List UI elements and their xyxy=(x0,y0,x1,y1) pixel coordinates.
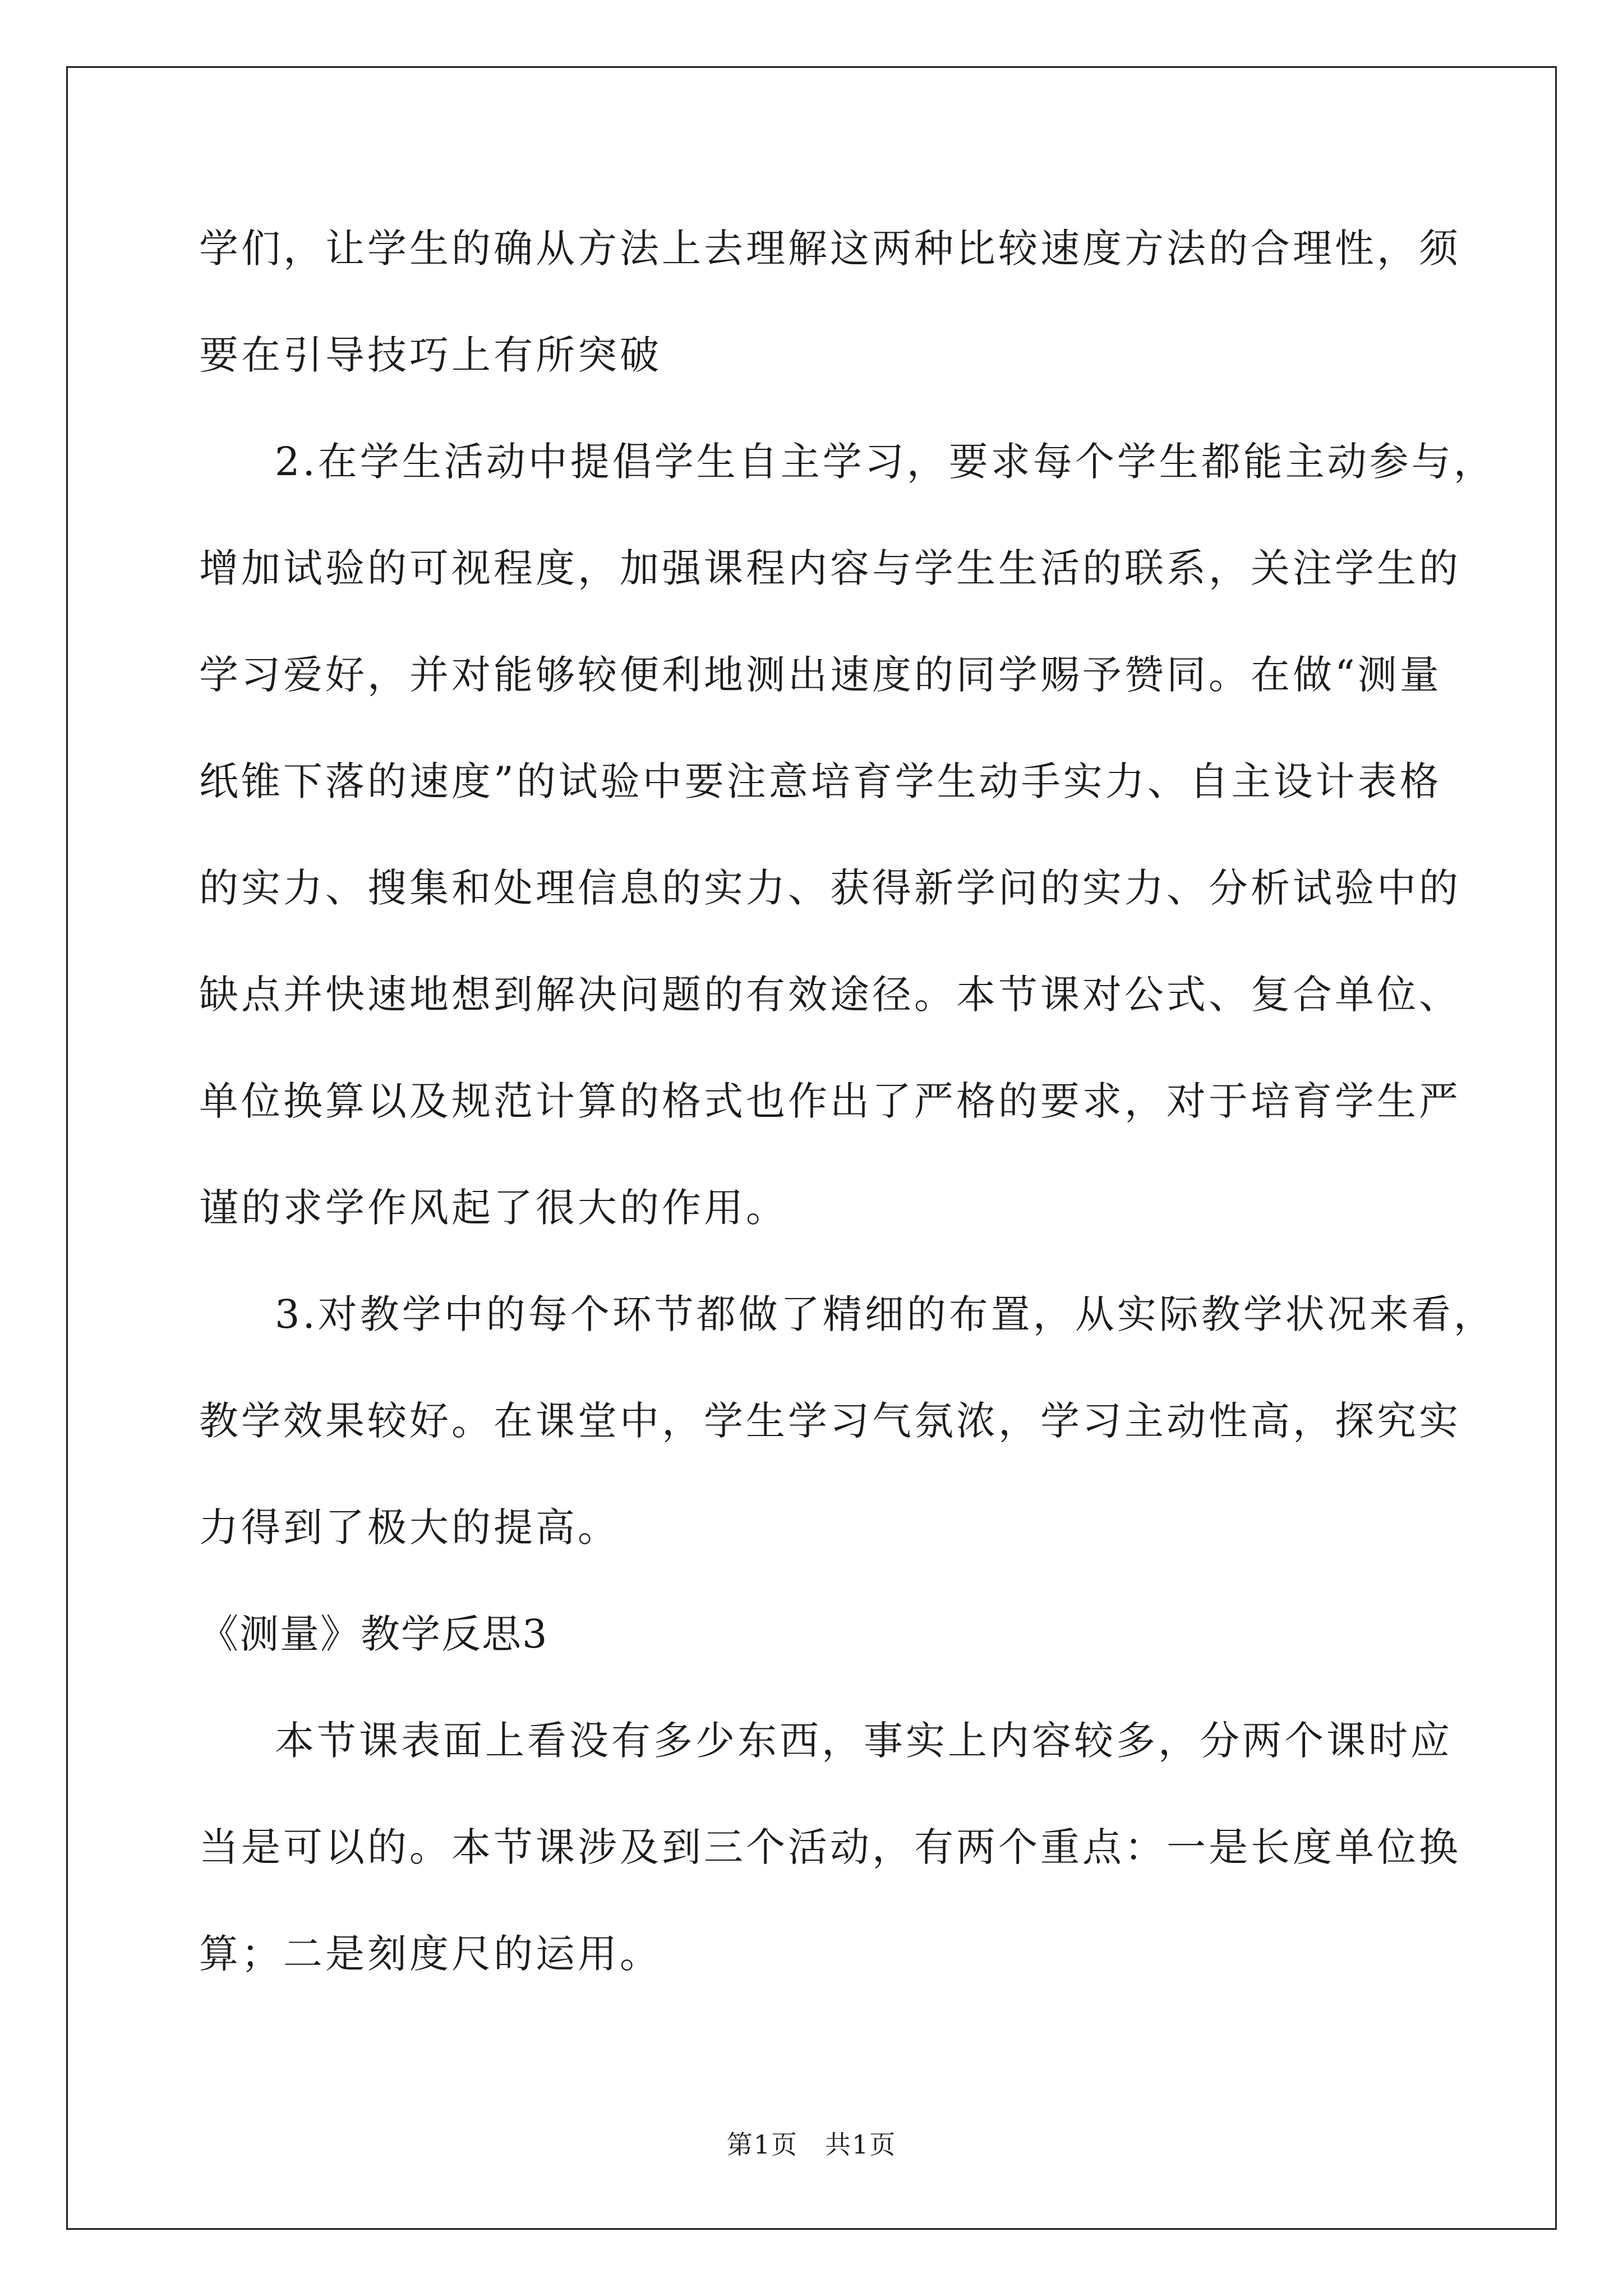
text-line: 力得到了极大的提高。 xyxy=(199,1504,620,1550)
text-line: 算；二是刻度尺的运用。 xyxy=(199,1931,662,1977)
text-line: 谨的求学作风起了很大的作用。 xyxy=(199,1185,788,1231)
text-line: 2.在学生活动中提倡学生自主学习，要求每个学生都能主动参与， xyxy=(275,439,1496,485)
text-line: 学们，让学生的确从方法上去理解这两种比较速度方法的合理性，须 xyxy=(199,226,1461,272)
text-line: 单位换算以及规范计算的格式也作出了严格的要求，对于培育学生严 xyxy=(199,1078,1461,1124)
text-line: 增加试验的可视程度，加强课程内容与学生生活的联系，关注学生的 xyxy=(199,545,1461,591)
section-heading: 《测量》教学反思3 xyxy=(199,1611,548,1657)
text-line: 的实力、搜集和处理信息的实力、获得新学问的实力、分析试验中的 xyxy=(199,865,1461,911)
text-line: 当是可以的。本节课涉及到三个活动，有两个重点：一是长度单位换 xyxy=(199,1824,1461,1870)
text-line: 3.对教学中的每个环节都做了精细的布置，从实际教学状况来看， xyxy=(275,1291,1496,1337)
text-line: 要在引导技巧上有所突破 xyxy=(199,332,662,378)
text-line: 纸锥下落的速度”的试验中要注意培育学生动手实力、自主设计表格 xyxy=(199,758,1442,804)
text-line: 教学效果较好。在课堂中，学生学习气氛浓，学习主动性高，探究实 xyxy=(199,1398,1461,1444)
text-line: 学习爱好，并对能够较便利地测出速度的同学赐予赞同。在做“测量 xyxy=(199,652,1442,698)
page-number-footer: 第1页 共1页 xyxy=(726,2129,897,2160)
text-line: 缺点并快速地想到解决问题的有效途径。本节课对公式、复合单位、 xyxy=(199,972,1461,1018)
page-border xyxy=(66,66,1557,2230)
text-line: 本节课表面上看没有多少东西，事实上内容较多，分两个课时应 xyxy=(275,1718,1453,1764)
